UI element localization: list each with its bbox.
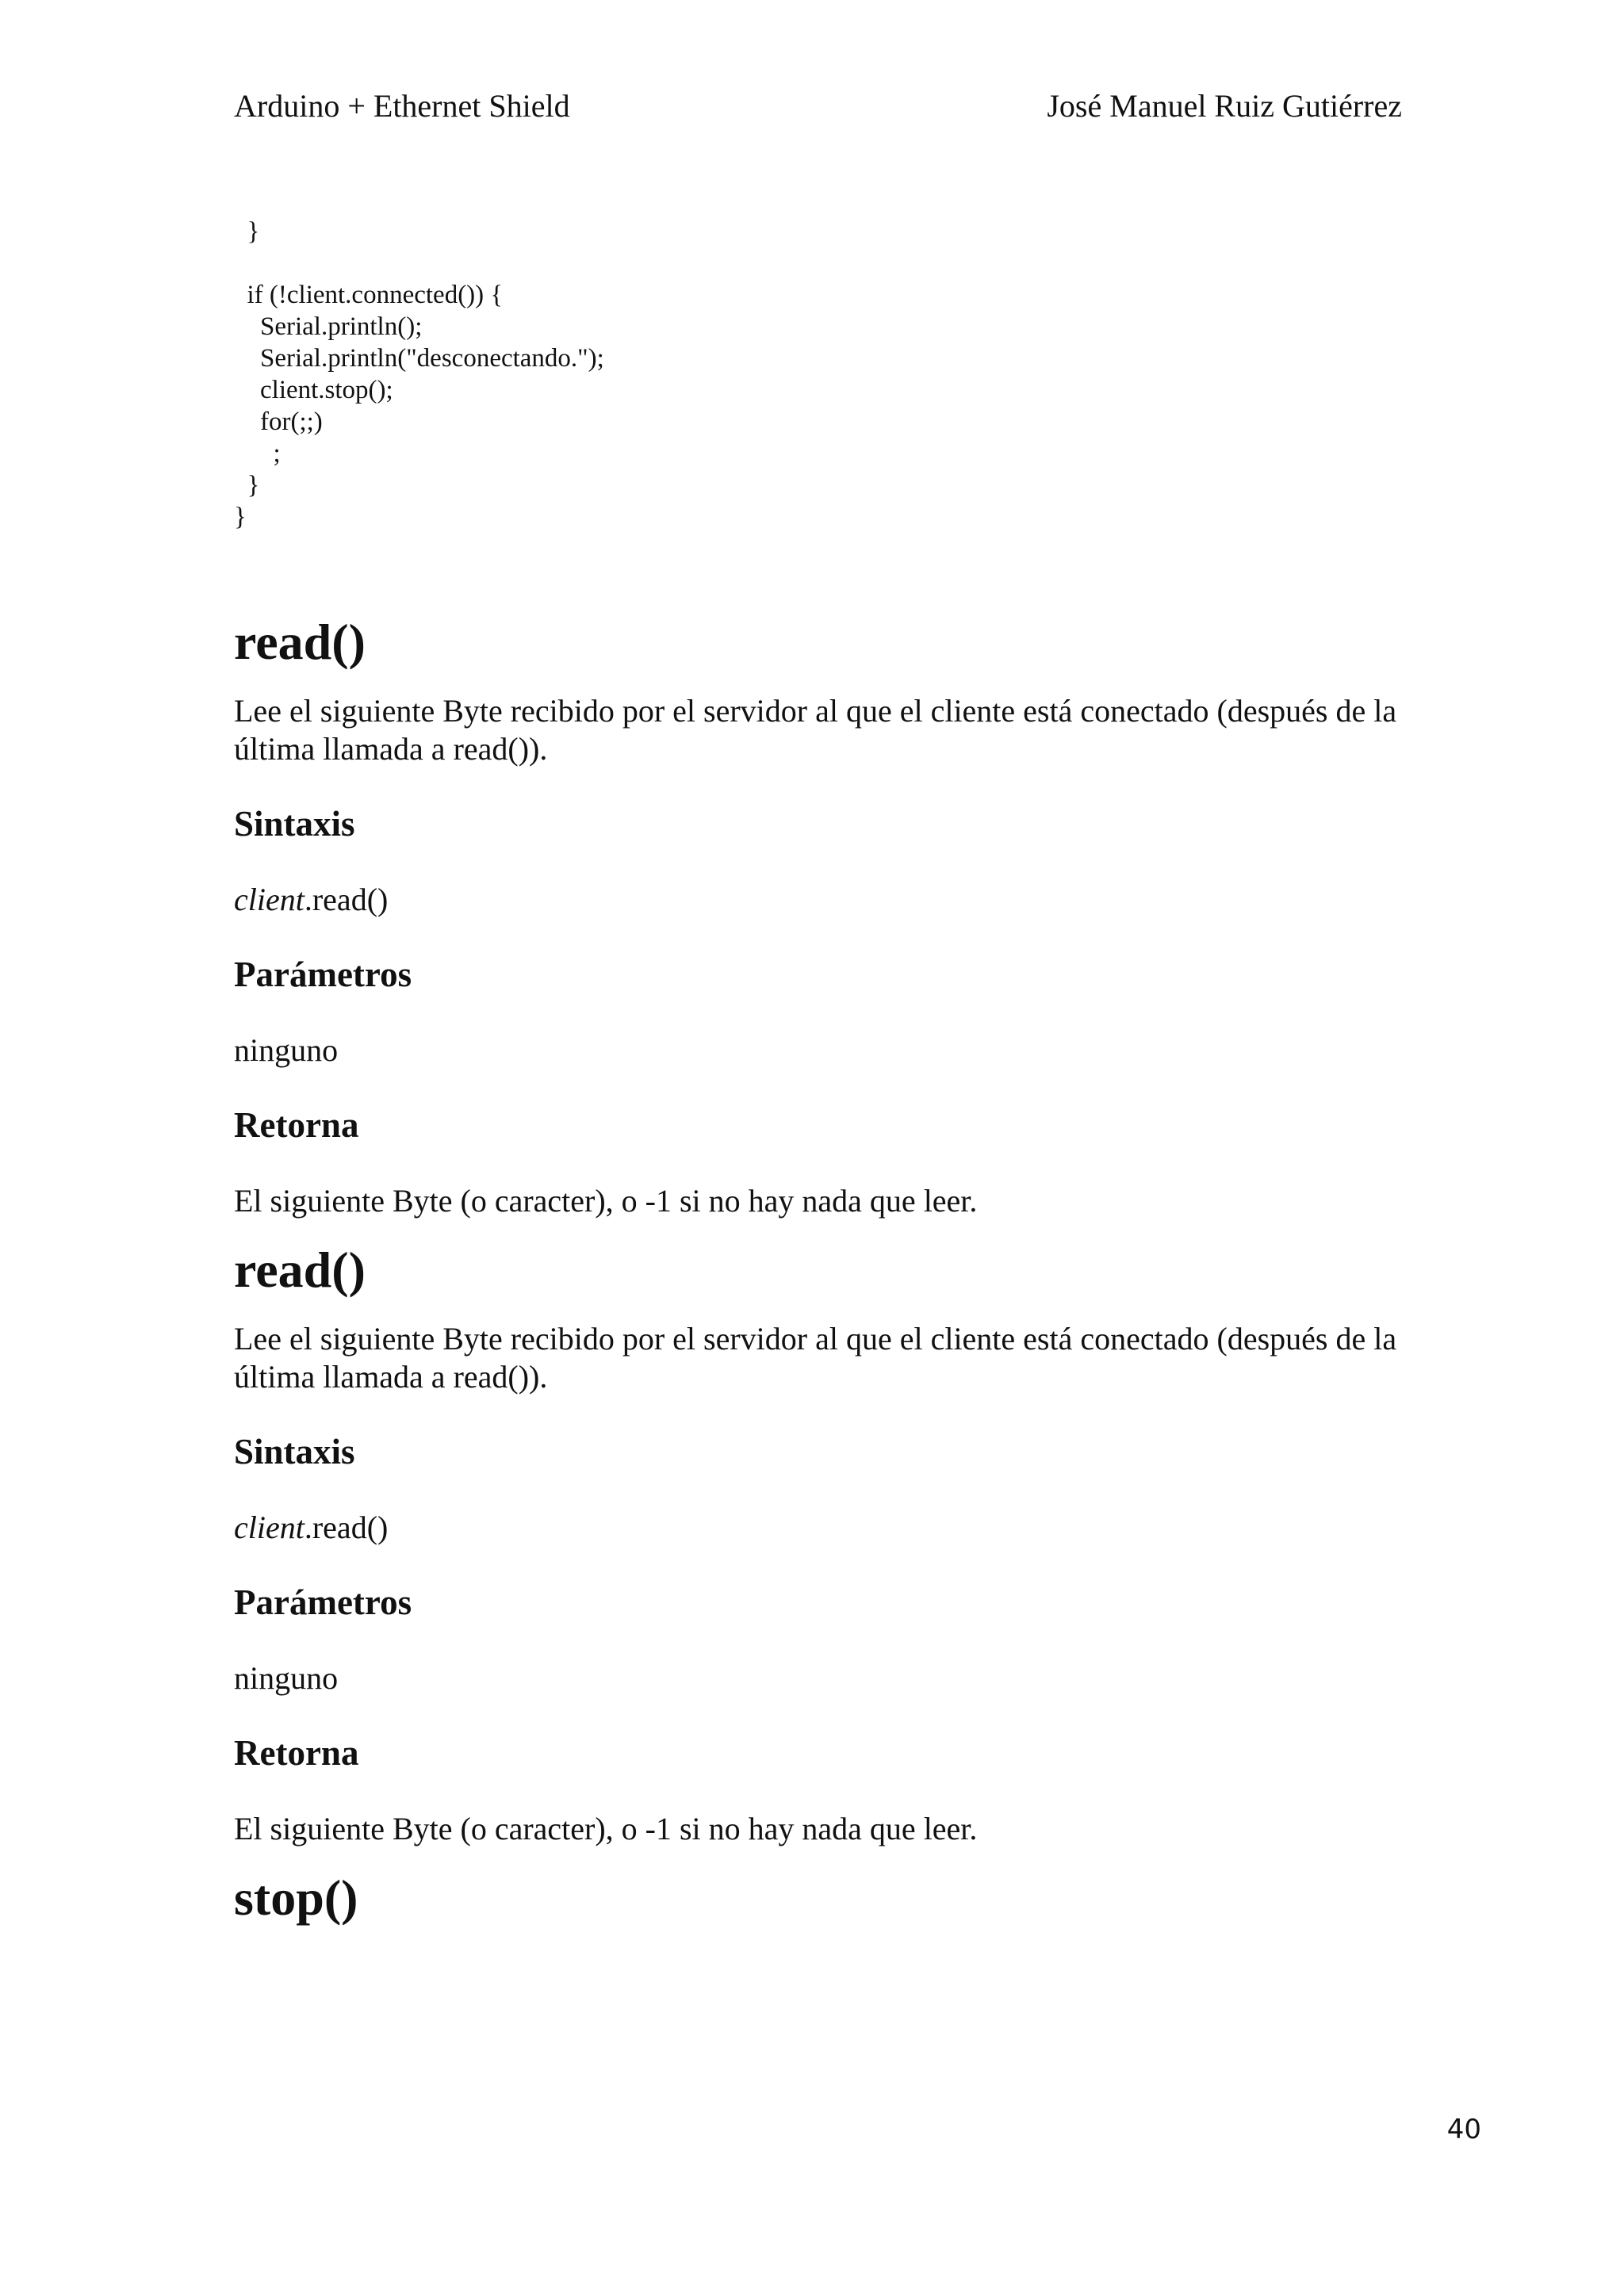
syntax-line — [234, 881, 1455, 919]
code-line: if (!client.connected()) { — [234, 281, 504, 309]
section-title: read() — [234, 1242, 366, 1298]
section-title-stop: stop() — [234, 1869, 358, 1926]
syntax-method: .read() — [304, 1510, 389, 1545]
header-author: José Manuel Ruiz Gutiérrez — [1047, 88, 1402, 124]
syntax-object: client — [234, 882, 304, 917]
returns-text: El siguiente Byte (o caracter), o -1 si no hay nada que leer. — [234, 1811, 978, 1846]
returns-heading: Retorna — [234, 1105, 359, 1145]
page-number: 40 — [1446, 2114, 1481, 2145]
code-line: ; — [234, 439, 281, 468]
code-line: } — [234, 471, 260, 499]
params-text: ninguno — [234, 1032, 339, 1068]
syntax-heading: Sintaxis — [234, 1432, 355, 1471]
params-heading: Parámetros — [234, 1582, 412, 1622]
code-snippet — [234, 216, 604, 533]
params-heading: Parámetros — [234, 955, 412, 994]
code-line: for(;;) — [234, 408, 323, 436]
reference-section — [234, 607, 1455, 1220]
code-line: Serial.println(); — [234, 312, 423, 341]
reference-sections — [234, 607, 1455, 1934]
code-line: client.stop(); — [234, 376, 393, 404]
syntax-method: .read() — [304, 882, 389, 917]
returns-heading: Retorna — [234, 1733, 359, 1773]
code-line: Serial.println("desconectando."); — [234, 344, 604, 373]
code-line: } — [234, 503, 247, 531]
code-line: } — [234, 217, 260, 246]
section-description: Lee el siguiente Byte recibido por el servidor al que el cliente está conectado (después de la última llamada a read()). — [234, 1321, 1397, 1395]
syntax-heading: Sintaxis — [234, 804, 355, 844]
reference-section — [234, 1234, 1455, 1848]
section-description: Lee el siguiente Byte recibido por el servidor al que el cliente está conectado (después de la última llamada a read()). — [234, 693, 1397, 767]
syntax-line — [234, 1509, 1455, 1547]
returns-text: El siguiente Byte (o caracter), o -1 si no hay nada que leer. — [234, 1183, 978, 1219]
header-title: Arduino + Ethernet Shield — [234, 88, 570, 124]
section-title: read() — [234, 614, 366, 670]
params-text: ninguno — [234, 1660, 339, 1696]
syntax-object: client — [234, 1510, 304, 1545]
